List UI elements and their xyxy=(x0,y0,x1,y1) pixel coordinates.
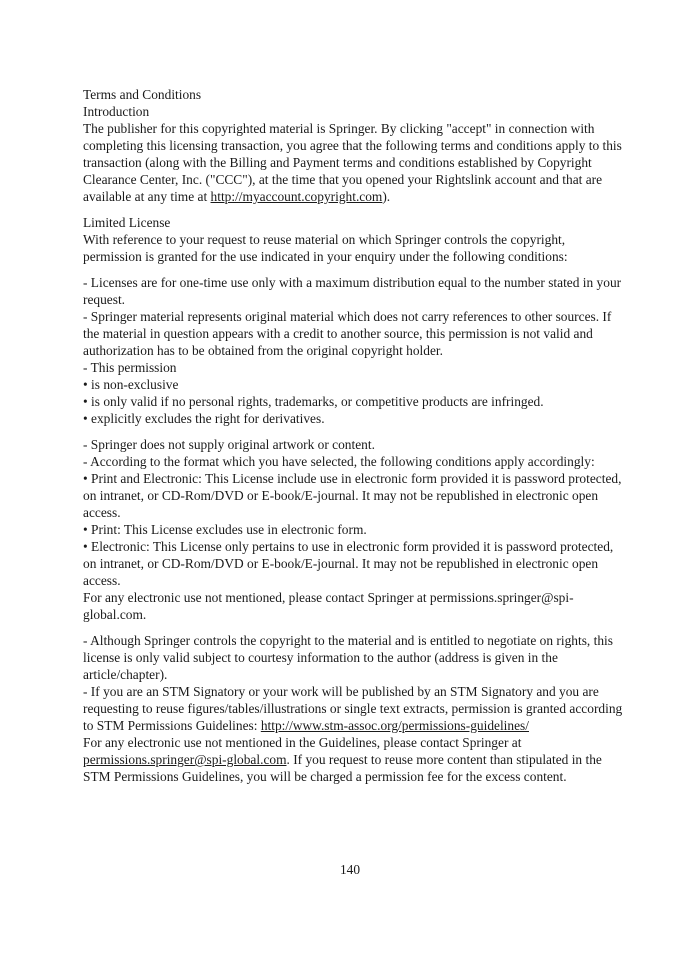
myaccount-link[interactable]: http://myaccount.copyright.com xyxy=(210,189,383,204)
permission-intro: - This permission xyxy=(83,360,177,375)
stm-section xyxy=(83,683,623,785)
format-intro: - According to the format which you have selected, the following conditions apply accordingly: xyxy=(83,454,595,469)
introduction-text-end: ). xyxy=(382,189,391,204)
stm-contact-text: For any electronic use not mentioned in the Guidelines, please contact Springer at xyxy=(83,735,522,750)
permission-item: • explicitly excludes the right for derivatives. xyxy=(83,411,325,426)
limited-license-text: With reference to your request to reuse material on which Springer controls the copyright, permission is granted for the use indicated in your enquiry under the following conditions: xyxy=(83,232,568,264)
format-contact: For any electronic use not mentioned, please contact Springer at permissions.springer@spi-global.com. xyxy=(83,590,574,622)
artwork-paragraph: - Springer does not supply original artwork or content. xyxy=(83,437,375,452)
permission-section xyxy=(83,359,623,427)
format-print-electronic: • Print and Electronic: This License include use in electronic form provided it is password protected, on intranet, or CD-Rom/DVD or E-book/E-journal. It may not be republished in electronic open access. xyxy=(83,471,622,520)
introduction-section xyxy=(83,103,623,205)
permission-item: • is non-exclusive xyxy=(83,377,179,392)
introduction-text-body: The publisher for this copyrighted material is Springer. By clicking "accept" in connection with completing this licensing transaction, you agree that the following terms and conditions apply to this transaction (along with the Billing and Payment terms and conditions established by Copyright Clearance Center, Inc. ("CCC"), at the time that you opened your Rightslink account and that are available at any time at xyxy=(83,121,622,204)
stm-paragraph xyxy=(83,683,623,734)
stm-text: - If you are an STM Signatory or your work will be published by an STM Signatory and you are requesting to reuse figures/tables/illustrations or single text extracts, permission is granted according to STM Permissions Guidelines: xyxy=(83,684,623,733)
page-number: 140 xyxy=(339,862,361,877)
introduction-text xyxy=(83,120,623,205)
limited-license-heading: Limited License xyxy=(83,215,171,230)
document-page xyxy=(83,86,623,794)
format-section xyxy=(83,453,623,623)
stm-fee-text: . If you request to reuse more content than stipulated in the STM Permissions Guidelines, you will be charged a permission fee for the excess content. xyxy=(83,752,602,784)
stm-guidelines-link[interactable]: http://www.stm-assoc.org/permissions-guidelines/ xyxy=(260,718,529,733)
courtesy-paragraph: - Although Springer controls the copyright to the material and is entitled to negotiate on rights, this license is only valid subject to courtesy information to the author (address is given in the article/chapter). xyxy=(83,633,613,682)
springer-material-paragraph: - Springer material represents original material which does not carry references to other sources. If the material in question appears with a credit to another source, this permission is not valid and authorization has to be obtained from the original copyright holder. xyxy=(83,309,612,358)
permission-item: • is only valid if no personal rights, trademarks, or competitive products are infringed. xyxy=(83,394,544,409)
licenses-paragraph: - Licenses are for one-time use only with a maximum distribution equal to the number stated in your request. xyxy=(83,275,622,307)
format-print: • Print: This License excludes use in electronic form. xyxy=(83,522,367,537)
limited-license-section xyxy=(83,214,623,265)
page-title: Terms and Conditions xyxy=(83,87,202,102)
stm-contact-paragraph xyxy=(83,734,623,785)
springer-email-link[interactable]: permissions.springer@spi-global.com xyxy=(83,752,287,767)
introduction-heading: Introduction xyxy=(83,104,150,119)
format-electronic: • Electronic: This License only pertains to use in electronic form provided it is password protected, on intranet, or CD-Rom/DVD or E-book/E-journal. It may not be republished in electronic open access. xyxy=(83,539,614,588)
